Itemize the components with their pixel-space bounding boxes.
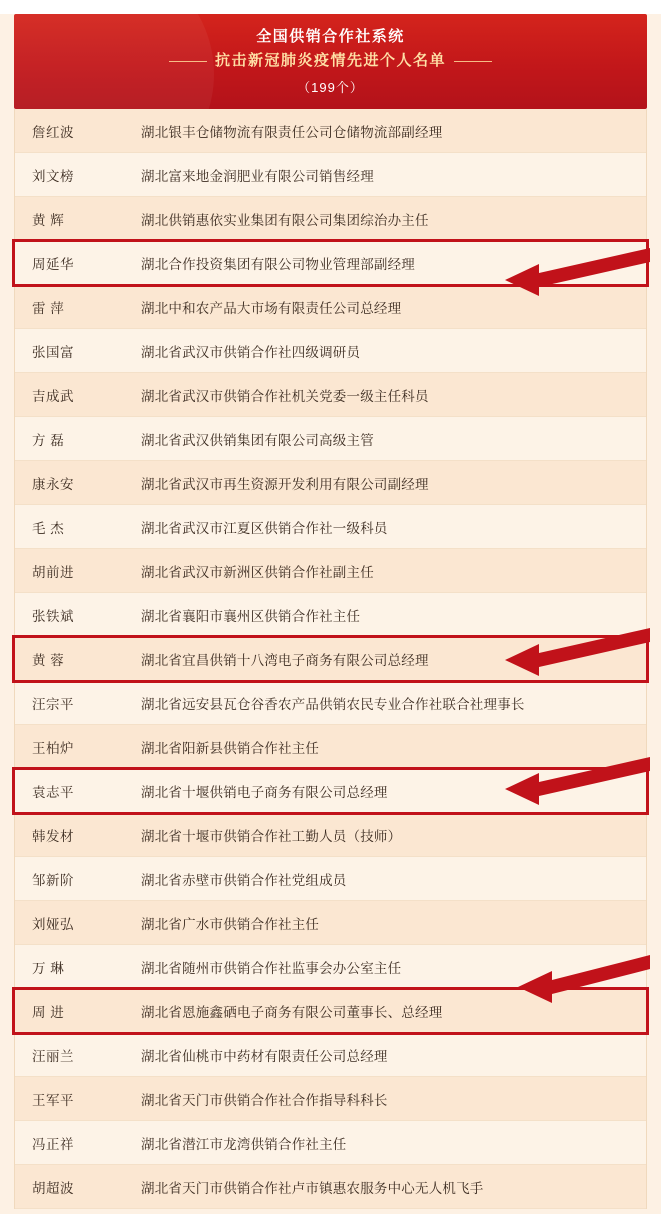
row-person-title: 湖北合作投资集团有限公司物业管理部副经理: [141, 256, 415, 272]
row-person-name: 王军平: [32, 1092, 74, 1108]
row-person-title: 湖北省广水市供销合作社主任: [141, 916, 320, 932]
table-row: [15, 813, 646, 857]
document-page: [0, 14, 661, 1214]
row-person-title: 湖北省阳新县供销合作社主任: [141, 740, 320, 756]
row-person-name: 胡超波: [32, 1180, 74, 1196]
row-person-title: 湖北省远安县瓦仓谷香农产品供销农民专业合作社联合社理事长: [141, 696, 525, 712]
row-person-title: 湖北省天门市供销合作社卢市镇惠农服务中心无人机飞手: [141, 1180, 484, 1196]
row-person-name: 刘娅弘: [32, 916, 74, 932]
row-person-title: 湖北银丰仓储物流有限责任公司仓储物流部副经理: [141, 124, 443, 140]
table-row: [15, 593, 646, 637]
table-row: [15, 857, 646, 901]
row-person-name: 周延华: [32, 256, 74, 272]
table-row: [15, 197, 646, 241]
row-person-name: 韩发材: [32, 828, 74, 844]
row-person-name: 汪宗平: [32, 696, 74, 712]
row-person-title: 湖北省武汉市再生资源开发利用有限公司副经理: [141, 476, 429, 492]
row-person-name: 康永安: [32, 476, 74, 492]
table-row: [15, 681, 646, 725]
banner-rule-right: [454, 61, 492, 62]
table-row: [15, 637, 646, 681]
table-row: [15, 989, 646, 1033]
document-header-banner: [14, 14, 647, 109]
table-row: [15, 153, 646, 197]
row-person-title: 湖北省武汉市供销合作社四级调研员: [141, 344, 361, 360]
table-row: [15, 373, 646, 417]
row-person-title: 湖北省潜江市龙湾供销合作社主任: [141, 1136, 347, 1152]
table-row: [15, 285, 646, 329]
row-person-name: 邹新阶: [32, 872, 74, 888]
row-person-title: 湖北省襄阳市襄州区供销合作社主任: [141, 608, 361, 624]
banner-rule-left: [169, 61, 207, 62]
row-person-name: 张铁斌: [32, 608, 74, 624]
banner-count: （199个）: [297, 80, 364, 95]
table-row: [15, 1033, 646, 1077]
row-person-title: 湖北供销惠依实业集团有限公司集团综治办主任: [141, 212, 429, 228]
row-person-title: 湖北富来地金润肥业有限公司销售经理: [141, 168, 374, 184]
banner-subtitle: 抗击新冠肺炎疫情先进个人名单: [214, 52, 446, 69]
table-row: [15, 241, 646, 285]
row-person-name: 胡前进: [32, 564, 74, 580]
row-person-title: 湖北省武汉市江夏区供销合作社一级科员: [141, 520, 388, 536]
table-row: [15, 329, 646, 373]
row-person-title: 湖北省随州市供销合作社监事会办公室主任: [141, 960, 402, 976]
table-row: [15, 1077, 646, 1121]
name-list-table: [14, 109, 647, 1209]
row-person-name: 方 磊: [32, 432, 65, 448]
table-row: [15, 769, 646, 813]
table-row: [15, 1121, 646, 1165]
row-person-name: 毛 杰: [32, 520, 65, 536]
row-person-name: 汪丽兰: [32, 1048, 74, 1064]
row-person-title: 湖北省天门市供销合作社合作指导科科长: [141, 1092, 388, 1108]
table-row: [15, 549, 646, 593]
banner-subtitle-row: [14, 51, 647, 71]
row-person-title: 湖北省宜昌供销十八湾电子商务有限公司总经理: [141, 652, 429, 668]
table-row: [15, 417, 646, 461]
row-person-name: 周 进: [32, 1004, 65, 1020]
table-row: [15, 461, 646, 505]
row-person-title: 湖北省赤壁市供销合作社党组成员: [141, 872, 347, 888]
table-row: [15, 109, 646, 153]
table-row: [15, 505, 646, 549]
row-person-title: 湖北省十堰供销电子商务有限公司总经理: [141, 784, 388, 800]
table-row: [15, 725, 646, 769]
banner-title: 全国供销合作社系统: [256, 28, 405, 45]
table-row: [15, 945, 646, 989]
row-person-title: 湖北中和农产品大市场有限责任公司总经理: [141, 300, 402, 316]
row-person-name: 吉成武: [32, 388, 74, 404]
row-person-title: 湖北省武汉市供销合作社机关党委一级主任科员: [141, 388, 429, 404]
row-person-name: 黄 辉: [32, 212, 65, 228]
row-person-name: 王柏炉: [32, 740, 74, 756]
row-person-title: 湖北省仙桃市中药材有限责任公司总经理: [141, 1048, 388, 1064]
row-person-name: 袁志平: [32, 784, 74, 800]
table-row: [15, 901, 646, 945]
row-person-title: 湖北省武汉市新洲区供销合作社副主任: [141, 564, 374, 580]
row-person-name: 雷 萍: [32, 300, 65, 316]
row-person-name: 万 琳: [32, 960, 65, 976]
row-person-title: 湖北省武汉供销集团有限公司高级主管: [141, 432, 374, 448]
row-person-title: 湖北省十堰市供销合作社工勤人员（技师）: [141, 828, 402, 844]
row-person-name: 张国富: [32, 344, 74, 360]
row-person-name: 刘文榜: [32, 168, 74, 184]
row-person-name: 黄 蓉: [32, 652, 65, 668]
row-person-name: 冯正祥: [32, 1136, 74, 1152]
table-row: [15, 1165, 646, 1209]
row-person-title: 湖北省恩施鑫硒电子商务有限公司董事长、总经理: [141, 1004, 443, 1020]
row-person-name: 詹红波: [32, 124, 74, 140]
